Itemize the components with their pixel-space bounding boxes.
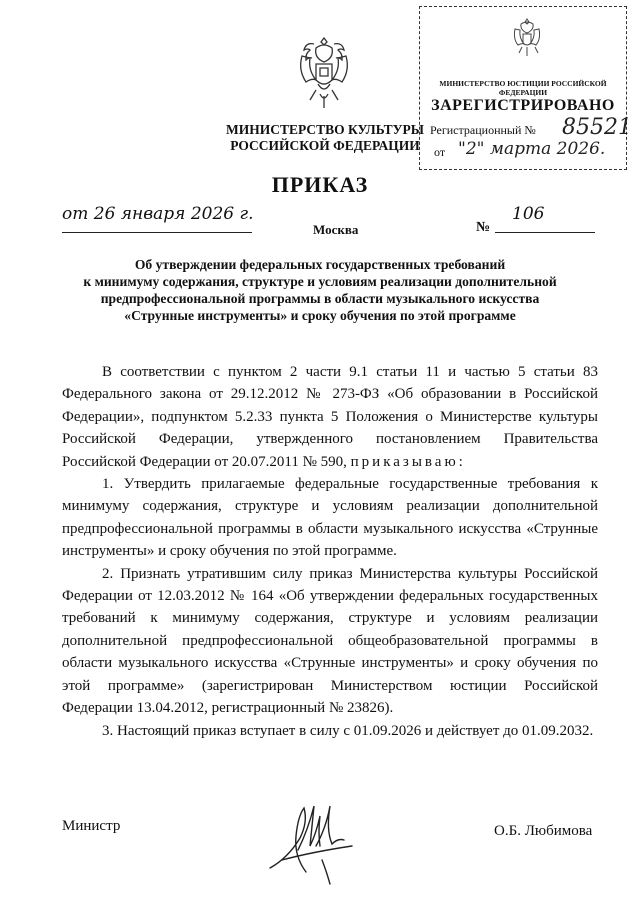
handwritten-signature-icon <box>262 790 372 890</box>
clause-2: 2. Признать утратившим силу приказ Министерства культуры Российской Федерации от 12.03.2012 № 164 «Об утверждении федеральных государственных требований к минимуму содержания, структуре и условиям реализации дополнительной предпрофессиональной общеобразовательной программы в области музыкального искусства «Струнные инструменты» и сроку обучения по этой программе» (зарегистрирован Министерством юстиции Российской Федерации 13.04.2012, регистрационный № 23826). <box>62 565 598 717</box>
stamp-registration-number: 85521 <box>562 115 632 140</box>
document-body <box>62 361 598 742</box>
document-date: от 26 января 2026 г. <box>62 204 254 224</box>
preamble-paragraph <box>62 361 598 473</box>
stamp-organization: МИНИСТЕРСТВО ЮСТИЦИИ РОССИЙСКОЙ ФЕДЕРАЦИИ <box>439 79 607 97</box>
stamp-emblem-icon <box>512 17 542 59</box>
signatory-role: Министр <box>62 818 121 834</box>
document-city: Москва <box>313 222 359 237</box>
ministry-line-2: РОССИЙСКОЙ ФЕДЕРАЦИИ <box>230 138 420 153</box>
stamp-date-value: "2" марта 2026. <box>458 139 606 159</box>
document-title: ПРИКАЗ <box>271 172 369 197</box>
registration-stamp <box>419 6 632 170</box>
subject-line-1: Об утверждении федеральных государственных требований <box>134 257 506 272</box>
subject-line-4: «Струнные инструменты» и сроку обучения по этой программе <box>124 308 516 323</box>
stamp-date-prefix: от <box>434 145 446 159</box>
stamp-status: ЗАРЕГИСТРИРОВАНО <box>431 97 615 114</box>
clause-1: 1. Утвердить прилагаемые федеральные государственные требования к минимуму содержания, структуре и условиям реализации дополнительной предпрофессиональной программы в области музыкального искусства «Струнные инструменты» и сроку обучения по этой программе. <box>62 476 598 560</box>
document-number-label: № <box>476 220 491 235</box>
order-word: приказываю: <box>350 453 466 470</box>
subject-line-3: предпрофессиональной программы в области музыкального искусства <box>100 291 540 306</box>
clause-3: 3. Настоящий приказ вступает в силу с 01.09.2026 и действует до 01.09.2032. <box>102 722 594 739</box>
preamble-text: В соответствии с пунктом 2 части 9.1 статьи 11 и частью 5 статьи 83 Федерального закона от 29.12.2012 № 273-ФЗ «Об образовании в Российской Федерации», подпунктом 5.2.33 пункта 5 Положения о Министерстве культуры Российской Федерации, утвержденного постановлением Правительства Российской Федерации от 20.07.2011 № 590, <box>62 364 598 470</box>
double-headed-eagle-icon <box>296 34 352 112</box>
signatory-name: О.Б. Любимова <box>494 823 593 839</box>
document-number: 106 <box>512 204 545 224</box>
ministry-name <box>200 122 450 154</box>
document-subject <box>70 256 570 324</box>
stamp-registration-label: Регистрационный № <box>430 123 536 137</box>
subject-line-2: к минимуму содержания, структуре и условиям реализации дополнительной <box>83 274 557 289</box>
number-underline <box>495 210 595 233</box>
ministry-line-1: МИНИСТЕРСТВО КУЛЬТУРЫ <box>225 122 425 137</box>
